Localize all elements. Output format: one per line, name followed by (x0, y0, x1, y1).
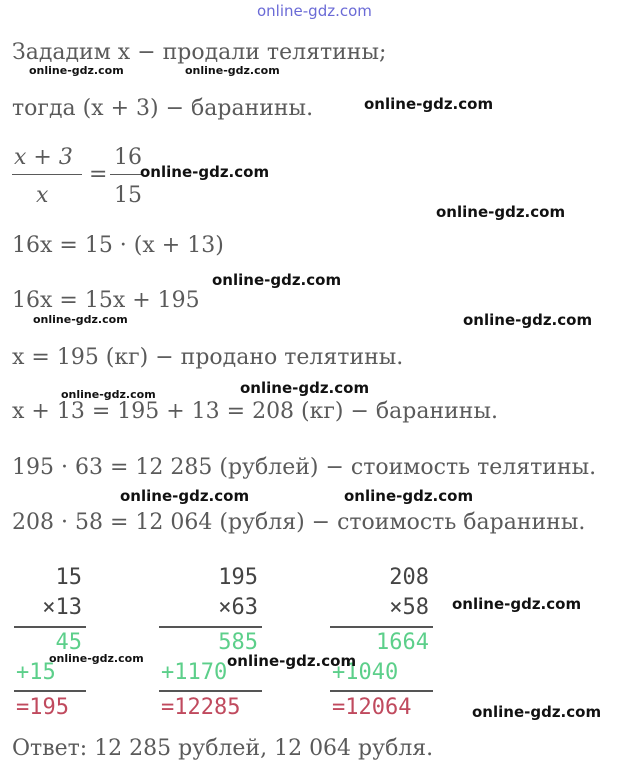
watermark: online-gdz.com (120, 487, 250, 505)
fraction-equation (12, 146, 147, 212)
line-then: тогда (x + 3) − баранины. (12, 96, 314, 121)
col1-partial1: 45 (55, 630, 82, 655)
frac-equals: = (89, 162, 108, 187)
line-veal-cost: 195 · 63 = 12 285 (рублей) − стоимость телятины. (12, 455, 597, 480)
frac-right-numerator: 16 (114, 145, 142, 170)
watermark: online-gdz.com (227, 652, 357, 670)
watermark: online-gdz.com (452, 595, 582, 613)
frac-left-denominator: x (36, 183, 49, 208)
watermark-top: online-gdz.com (257, 2, 372, 20)
col3-partial1: 1664 (376, 630, 429, 655)
col2-line1 (159, 626, 262, 628)
watermark: online-gdz.com (61, 388, 156, 401)
col2-line2 (159, 690, 262, 692)
frac-left-numerator: x + 3 (14, 145, 73, 170)
col3-line1 (330, 626, 433, 628)
line-mutton-cost: 208 · 58 = 12 064 (рубля) − стоимость баранины. (12, 510, 586, 535)
watermark: online-gdz.com (463, 311, 593, 329)
col3-mult: ×58 (389, 595, 429, 620)
watermark: online-gdz.com (49, 652, 144, 665)
frac-right-bar (110, 174, 142, 175)
watermark: online-gdz.com (344, 487, 474, 505)
watermark: online-gdz.com (29, 64, 124, 77)
col1-line1 (14, 626, 86, 628)
col1-line2 (14, 690, 86, 692)
col3-result: =12064 (332, 695, 412, 720)
answer-line: Ответ: 12 285 рублей, 12 064 рубля. (12, 736, 434, 761)
watermark: online-gdz.com (472, 703, 602, 721)
col1-top: 15 (55, 565, 82, 590)
frac-left-bar (12, 174, 82, 175)
watermark: online-gdz.com (364, 95, 494, 113)
watermark: online-gdz.com (436, 203, 566, 221)
col1-mult: ×13 (42, 595, 82, 620)
line-let-x: Зададим x − продали телятины; (12, 40, 387, 65)
watermark: online-gdz.com (240, 379, 370, 397)
line-mutton: x + 13 = 195 + 13 = 208 (кг) − баранины. (12, 399, 498, 424)
col2-partial2: +1170 (161, 660, 228, 685)
watermark: online-gdz.com (140, 163, 270, 181)
col1-result: =195 (16, 695, 69, 720)
col3-partial2: +1040 (332, 660, 399, 685)
col3-top: 208 (389, 565, 429, 590)
frac-right-denominator: 15 (114, 183, 142, 208)
line-x-value: x = 195 (кг) − продано телятины. (12, 345, 404, 370)
col2-mult: ×63 (218, 595, 258, 620)
col2-partial1: 585 (218, 630, 258, 655)
col2-top: 195 (218, 565, 258, 590)
line-eq2: 16x = 15x + 195 (12, 288, 200, 313)
col3-line2 (330, 690, 433, 692)
watermark: online-gdz.com (185, 64, 280, 77)
col1-partial2: +15 (16, 660, 56, 685)
watermark: online-gdz.com (33, 313, 128, 326)
watermark: online-gdz.com (212, 271, 342, 289)
col2-result: =12285 (161, 695, 241, 720)
line-eq1: 16x = 15 · (x + 13) (12, 233, 224, 258)
